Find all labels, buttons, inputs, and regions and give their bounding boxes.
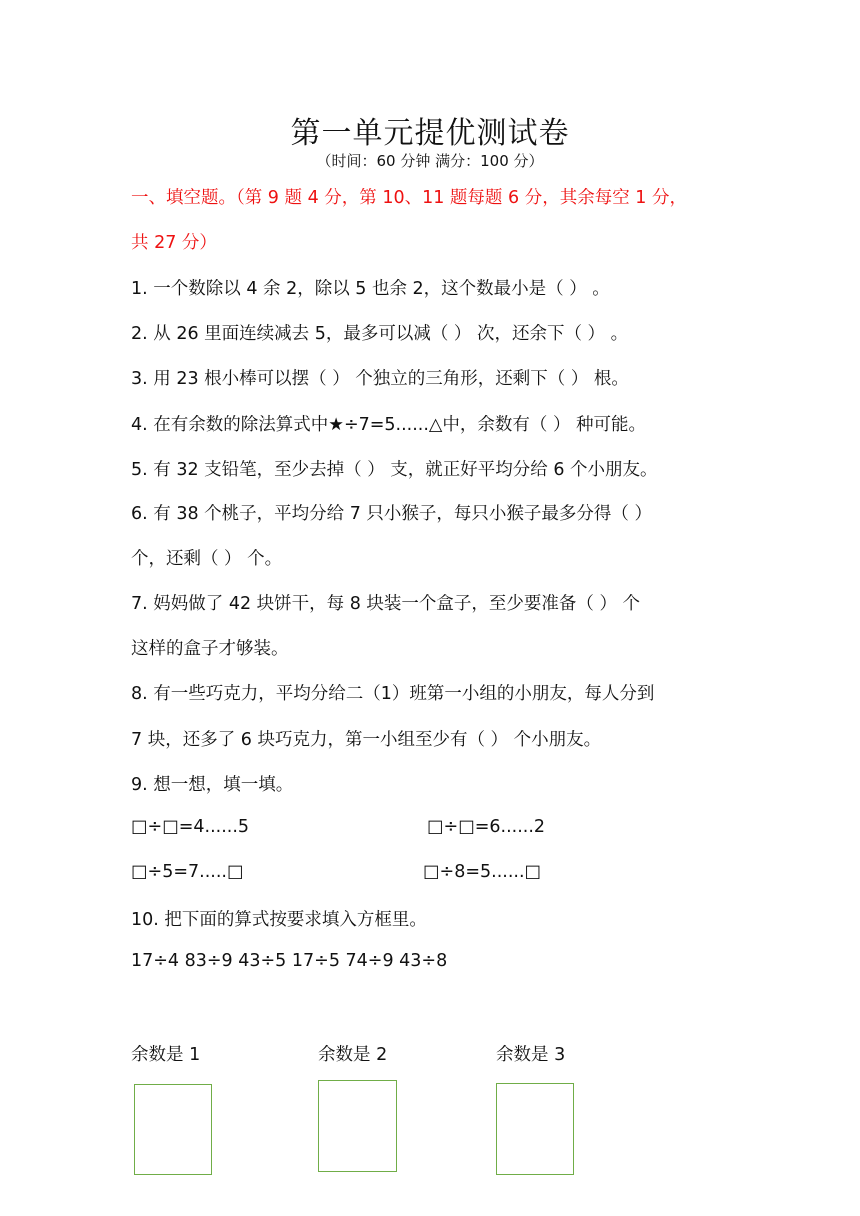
question-8-line2: 7 块，还多了 6 块巧克力，第一小组至少有（ ） 个小朋友。 bbox=[131, 730, 602, 750]
question-6-line1: 6. 有 38 个桃子，平均分给 7 只小猴子，每只小猴子最多分得（ ） bbox=[131, 504, 652, 524]
section-heading-line2: 共 27 分） bbox=[131, 233, 217, 253]
exam-info: （时间：60 分钟 满分：100 分） bbox=[316, 152, 544, 170]
question-9: 9. 想一想，填一填。 bbox=[131, 775, 294, 795]
question-10: 10. 把下面的算式按要求填入方框里。 bbox=[131, 910, 427, 930]
question-1: 1. 一个数除以 4 余 2，除以 5 也余 2，这个数最小是（ ） 。 bbox=[131, 279, 610, 299]
answer-box-remainder-2[interactable] bbox=[318, 1080, 397, 1172]
question-9-item-b: □÷□=6......2 bbox=[427, 817, 546, 837]
question-2: 2. 从 26 里面连续减去 5，最多可以减（ ） 次，还余下（ ） 。 bbox=[131, 324, 629, 344]
box-label-remainder-3: 余数是 3 bbox=[496, 1045, 566, 1065]
page-title: 第一单元提优测试卷 bbox=[290, 116, 570, 151]
question-9-item-a: □÷□=4......5 bbox=[131, 817, 250, 837]
question-7-line1: 7. 妈妈做了 42 块饼干，每 8 块装一个盒子，至少要准备（ ） 个 bbox=[131, 594, 641, 614]
question-8-line1: 8. 有一些巧克力，平均分给二（1）班第一小组的小朋友，每人分到 bbox=[131, 684, 655, 704]
box-label-remainder-2: 余数是 2 bbox=[318, 1045, 388, 1065]
answer-box-remainder-1[interactable] bbox=[134, 1084, 212, 1175]
question-9-item-d: □÷8=5......□ bbox=[423, 862, 542, 882]
question-10-expressions: 17÷4 83÷9 43÷5 17÷5 74÷9 43÷8 bbox=[131, 951, 448, 971]
box-label-remainder-1: 余数是 1 bbox=[131, 1045, 201, 1065]
question-6-line2: 个，还剩（ ） 个。 bbox=[131, 549, 283, 569]
answer-box-remainder-3[interactable] bbox=[496, 1083, 574, 1175]
question-9-item-c: □÷5=7.....□ bbox=[131, 862, 244, 882]
question-4: 4. 在有余数的除法算式中★÷7=5......△中，余数有（ ） 种可能。 bbox=[131, 415, 647, 435]
question-7-line2: 这样的盒子才够装。 bbox=[131, 639, 289, 659]
question-5: 5. 有 32 支铅笔，至少去掉（ ） 支，就正好平均分给 6 个小朋友。 bbox=[131, 460, 658, 480]
section-heading-line1: 一、填空题。（第 9 题 4 分，第 10、11 题每题 6 分，其余每空 1 分， bbox=[131, 188, 687, 208]
question-3: 3. 用 23 根小棒可以摆（ ） 个独立的三角形，还剩下（ ） 根。 bbox=[131, 369, 629, 389]
